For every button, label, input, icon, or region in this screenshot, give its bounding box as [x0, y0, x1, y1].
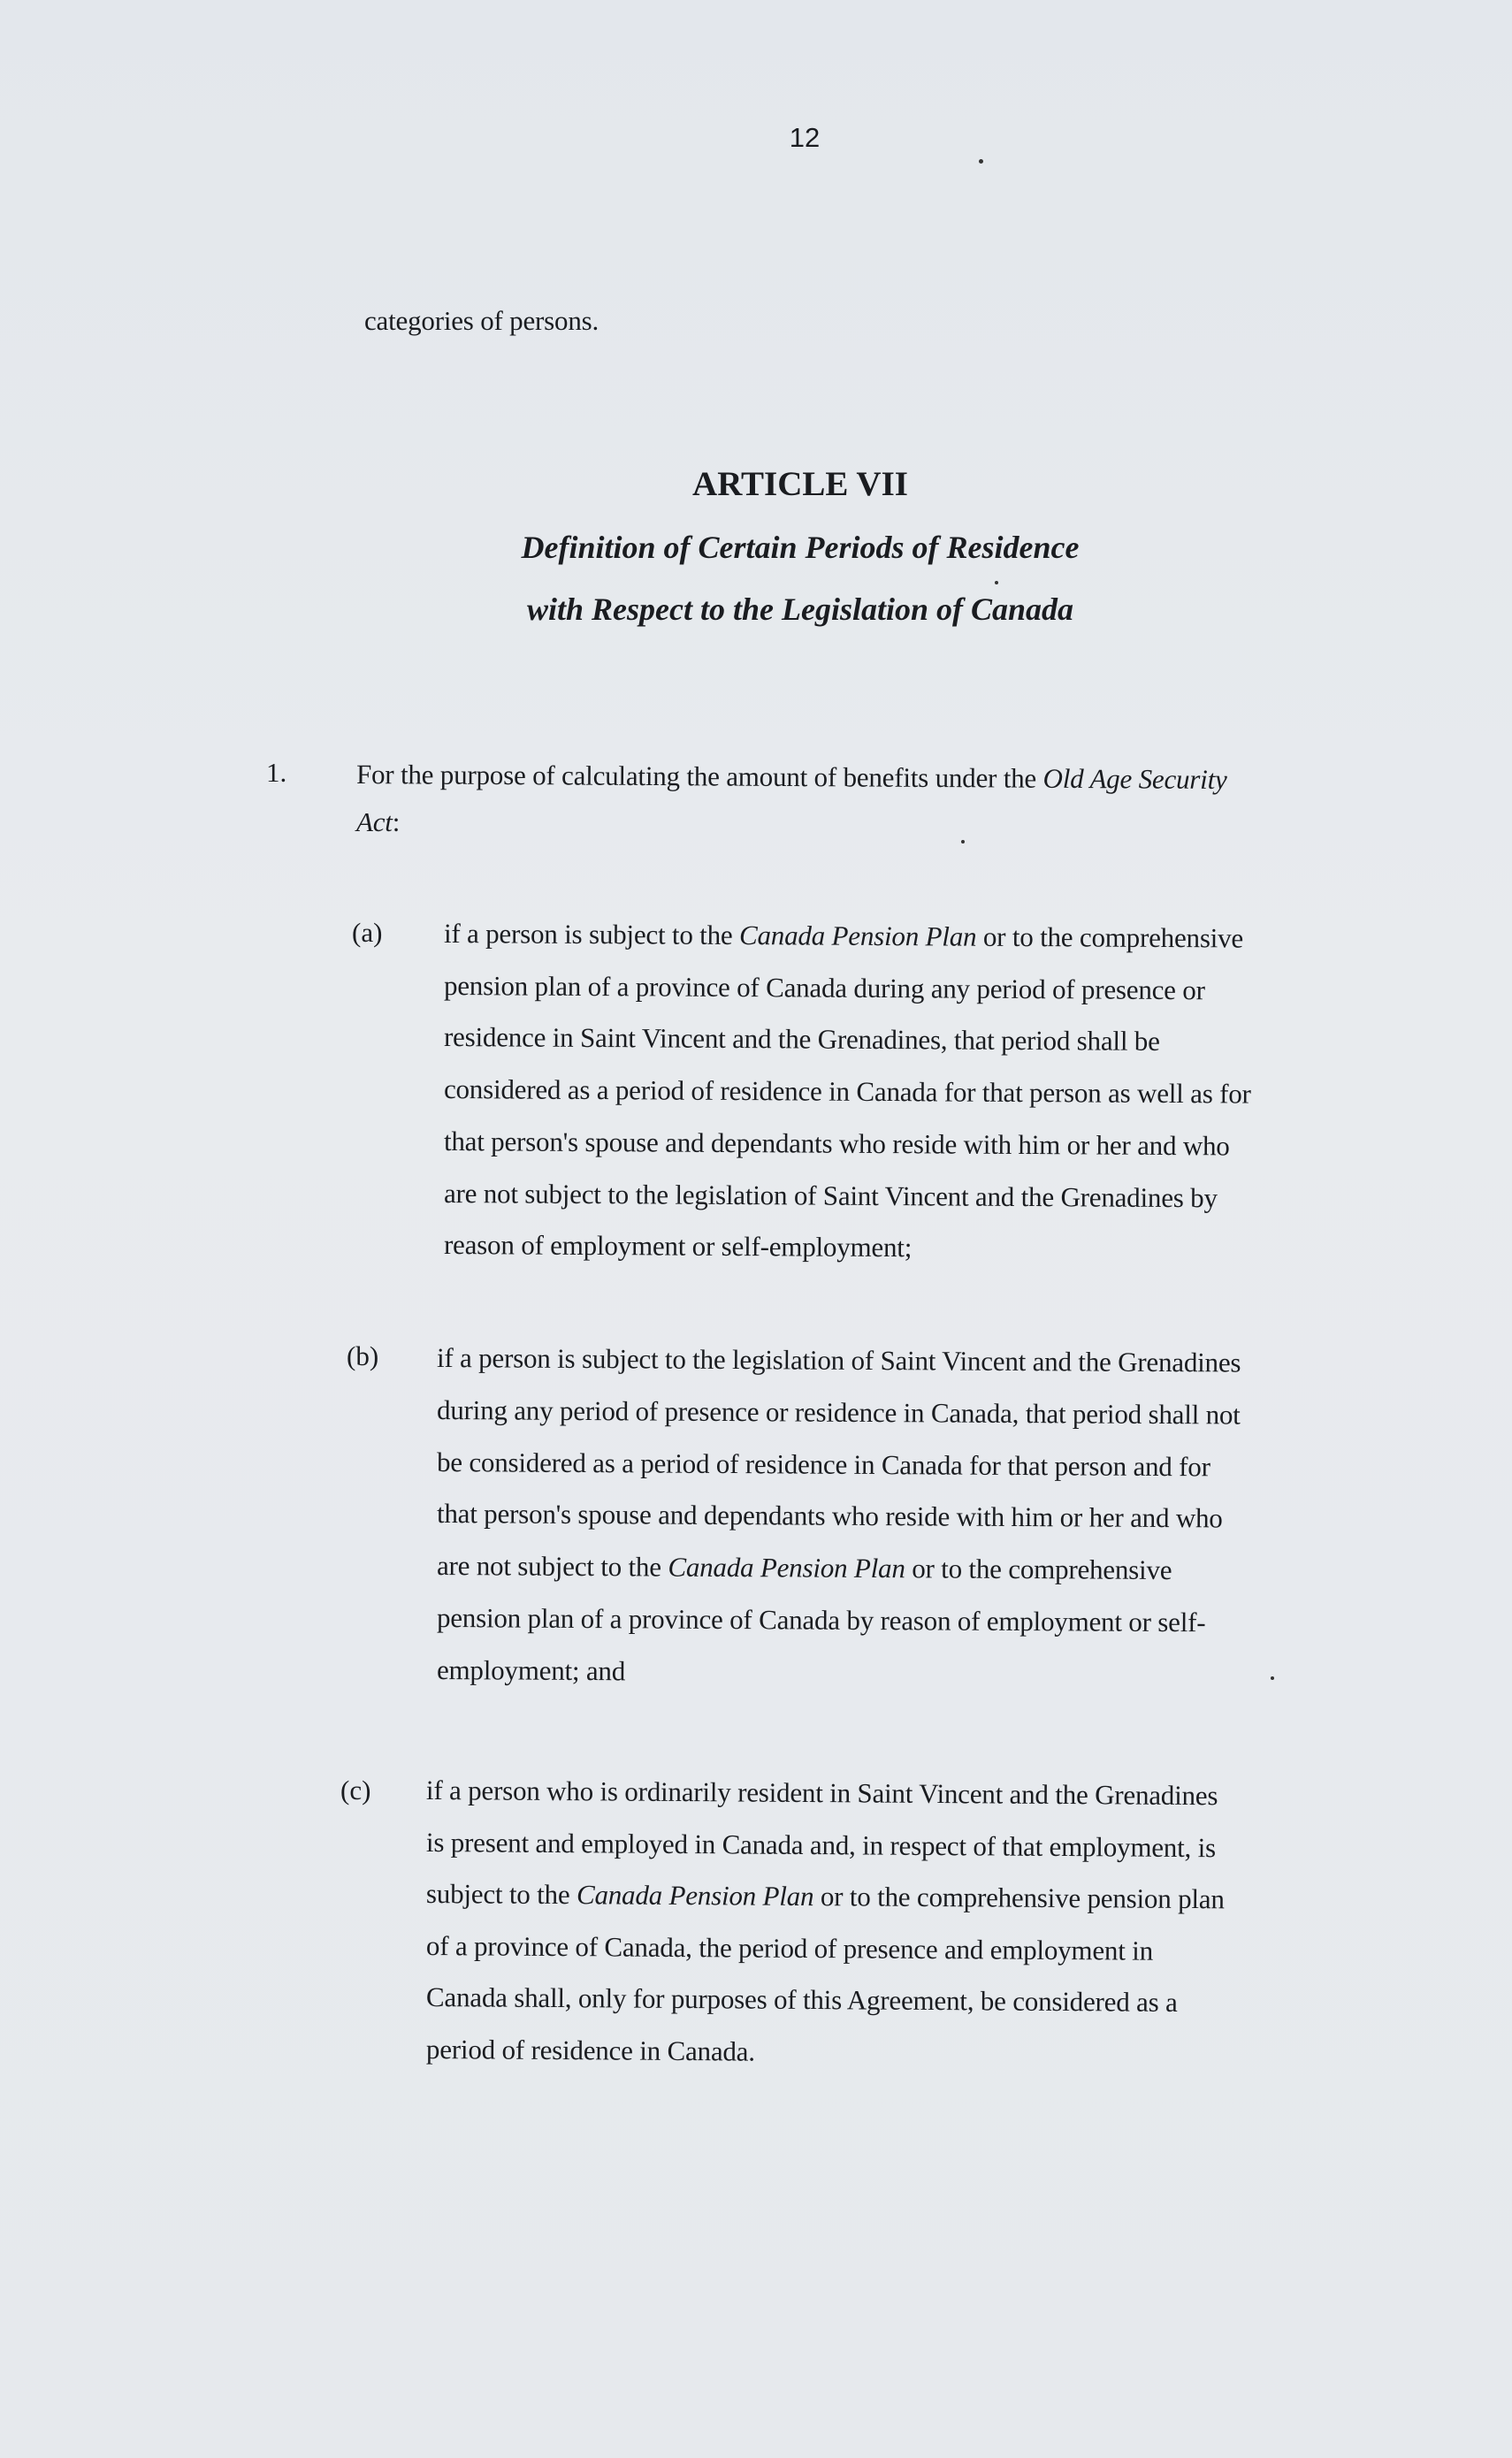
item-line-text: pension plan of a province of Canada during any period of presence or [443, 969, 1205, 1005]
item-line-text: are not subject to the legislation of Saint Vincent and the Grenadines by [443, 1177, 1218, 1213]
item-line-text: that person's spouse and dependants who reside with him or her and who [443, 1125, 1230, 1162]
ink-dot [995, 581, 998, 584]
paragraph-line-1 [356, 757, 1227, 798]
item-line [444, 1176, 1218, 1216]
item-line-text: is present and employed in Canada and, in respect of that employment, is [425, 1826, 1217, 1863]
plan-name-italic: Canada Pension Plan [738, 920, 977, 952]
item-label-b: (b) [347, 1340, 379, 1371]
item-line-text: reason of employment or self-employment; [443, 1229, 913, 1263]
item-line [444, 1124, 1230, 1164]
article-title: ARTICLE VII [692, 465, 908, 503]
item-line [444, 916, 1243, 957]
item-line-text: residence in Saint Vincent and the Grenadines, that period shall be [443, 1021, 1160, 1057]
plan-name-italic: Canada Pension Plan [668, 1551, 905, 1584]
item-line-text: be considered as a period of residence in Canada for that person and for [436, 1446, 1210, 1482]
item-line-text: if a person is subject to the legislation of Saint Vincent and the Grenadines [436, 1342, 1241, 1378]
item-line [426, 2032, 755, 2070]
ink-dot [1271, 1676, 1274, 1680]
item-label-c: (c) [340, 1775, 371, 1805]
item-line [437, 1445, 1210, 1485]
item-line [426, 1773, 1218, 1813]
article-subtitle-line-1: Definition of Certain Periods of Residence [521, 530, 1080, 565]
item-line-text: pension plan of a province of Canada by reason of employment or self- [436, 1602, 1206, 1638]
item-line-text: or to the comprehensive pension plan [813, 1881, 1225, 1915]
intro-line: categories of persons. [364, 305, 599, 336]
article-subtitle-line-2: with Respect to the Legislation of Canada [526, 592, 1074, 627]
item-line [437, 1393, 1241, 1433]
item-line [437, 1600, 1206, 1640]
paragraph-number: 1. [266, 757, 287, 788]
item-line [437, 1340, 1241, 1381]
item-line-text: are not subject to the [436, 1550, 668, 1583]
item-line [444, 1019, 1160, 1059]
ink-dot [961, 840, 965, 844]
paragraph-line-2 [356, 805, 400, 840]
item-line-text: or to the comprehensive [976, 920, 1244, 954]
item-line-text: subject to the [425, 1878, 577, 1911]
item-line-text: during any period of presence or residence in Canada, that period shall not [436, 1393, 1241, 1431]
item-line [444, 1072, 1251, 1112]
item-line-text: if a person is subject to the [443, 918, 740, 951]
item-line-text: that person's spouse and dependants who reside with him or her and who [436, 1498, 1223, 1534]
paragraph-line-1-text: For the purpose of calculating the amount of benefits under the [355, 759, 1043, 794]
item-line [426, 1825, 1216, 1866]
item-line-text: if a person who is ordinarily resident in Saint Vincent and the Grenadines [425, 1775, 1218, 1812]
act-word-italic: Act [356, 806, 393, 837]
plan-name-italic: Canada Pension Plan [576, 1879, 814, 1912]
item-line-text: of a province of Canada, the period of presence and employment in [425, 1929, 1154, 1966]
item-line [437, 1653, 625, 1689]
item-line-text: or to the comprehensive [905, 1553, 1172, 1586]
item-line-text: employment; and [436, 1653, 626, 1687]
item-line-text: considered as a period of residence in Canada for that person as well as for [443, 1073, 1251, 1110]
item-line-text: period of residence in Canada. [425, 2034, 755, 2067]
item-line-text: Canada shall, only for purposes of this Agreement, be considered as a [425, 1981, 1178, 2019]
item-label-a: (a) [352, 917, 383, 948]
paragraph-line-2-colon: : [392, 806, 401, 837]
item-line [437, 1548, 1172, 1588]
item-line [426, 1928, 1153, 1969]
ink-dot [979, 159, 983, 164]
page-number: 12 [789, 122, 821, 153]
item-line [444, 968, 1205, 1008]
item-line [437, 1496, 1223, 1536]
item-line [426, 1980, 1178, 2020]
item-line [426, 1876, 1225, 1917]
act-name-italic: Old Age Security [1042, 762, 1227, 796]
item-line [444, 1227, 912, 1265]
